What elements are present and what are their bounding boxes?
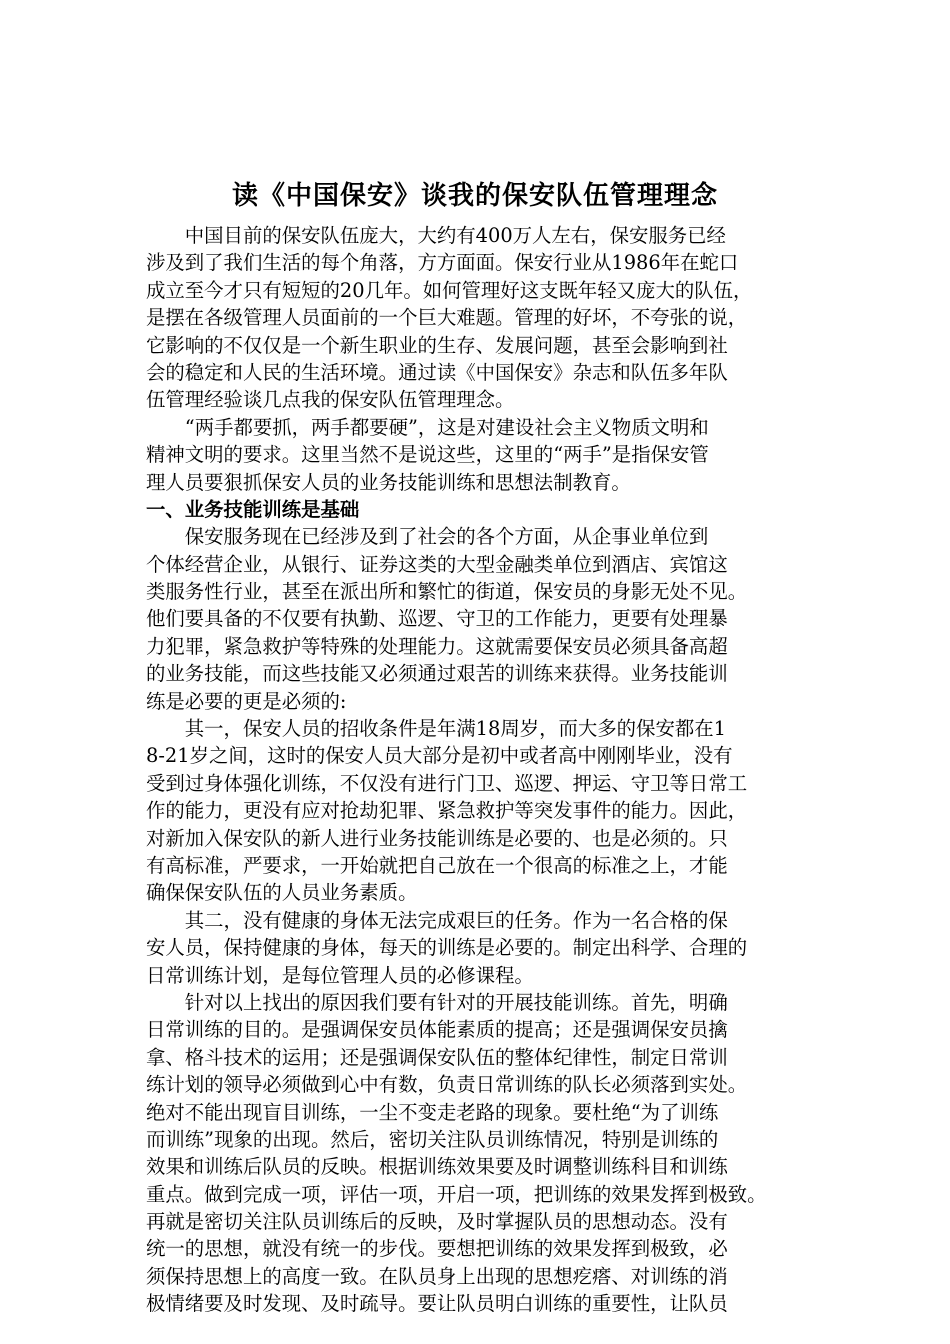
text-line: “两手都要抓，两手都要硬”，这是对建设社会主义物质文明和 [146, 415, 709, 439]
text-line: 中国目前的保安队伍庞大，大约有400万人左右，保安服务已经 [146, 224, 726, 247]
text-line: 效果和训练后队员的反映。根据训练效果要及时调整训练科目和训练 [146, 1155, 728, 1179]
text-line: 力犯罪，紧急救护等特殊的处理能力。这就需要保安员必须具备高超 [146, 634, 728, 658]
text-line: 其二，没有健康的身体无法完成艰巨的任务。作为一名合格的保 [146, 908, 728, 932]
text-line: 日常训练的目的。是强调保安员体能素质的提高；还是强调保安员擒 [146, 1018, 728, 1042]
text-line: 涉及到了我们生活的每个角落，方方面面。保安行业从1986年在蛇口 [146, 251, 739, 275]
text-line: 作的能力，更没有应对抢劫犯罪、紧急救护等突发事件的能力。因此， [146, 799, 748, 823]
text-line: 他们要具备的不仅要有执勤、巡逻、守卫的工作能力，更要有处理暴 [146, 607, 728, 631]
text-line: 8-21岁之间，这时的保安人员大部分是初中或者高中刚刚毕业，没有 [146, 744, 733, 768]
text-line: 拿、格斗技术的运用；还是强调保安队伍的整体纪律性，制定日常训 [146, 1045, 728, 1069]
text-line: 统一的思想，就没有统一的步伐。要想把训练的效果发挥到极致，必 [146, 1237, 728, 1261]
text-line: 确保保安队伍的人员业务素质。 [146, 881, 418, 905]
text-line: 受到过身体强化训练，不仅没有进行门卫、巡逻、押运、守卫等日常工 [146, 771, 748, 795]
text-line: 有高标准，严要求，一开始就把自己放在一个很高的标准之上，才能 [146, 853, 728, 877]
text-line: 会的稳定和人民的生活环境。通过读《中国保安》杂志和队伍多年队 [146, 360, 728, 384]
text-line: 安人员，保持健康的身体，每天的训练是必要的。制定出科学、合理的 [146, 936, 748, 960]
text-line: 练是必要的更是必须的: [146, 689, 347, 713]
text-line: 保安服务现在已经涉及到了社会的各个方面，从企事业单位到 [146, 525, 709, 549]
text-line: 伍管理经验谈几点我的保安队伍管理理念。 [146, 388, 515, 412]
text-line: 类服务性行业，甚至在派出所和繁忙的街道，保安员的身影无处不见。 [146, 580, 748, 604]
text-line: 的业务技能，而这些技能又必须通过艰苦的训练来获得。业务技能训 [146, 662, 728, 686]
text-line: 极情绪要及时发现、及时疏导。要让队员明白训练的重要性，让队员 [146, 1292, 728, 1316]
text-line: 它影响的不仅仅是一个新生职业的生存、发展问题，甚至会影响到社 [146, 333, 728, 357]
text-line: 是摆在各级管理人员面前的一个巨大难题。管理的好坏，不夸张的说， [146, 306, 748, 330]
text-line: 重点。做到完成一项，评估一项，开启一项，把训练的效果发挥到极致。 [146, 1182, 767, 1206]
text-line: 其一，保安人员的招收条件是年满18周岁，而大多的保安都在1 [146, 717, 726, 741]
document-body [146, 222, 806, 1318]
text-line: 再就是密切关注队员训练后的反映，及时掌握队员的思想动态。没有 [146, 1210, 728, 1234]
text-line: 而训练”现象的出现。然后，密切关注队员训练情况，特别是训练的 [146, 1127, 719, 1151]
text-line: 日常训练计划，是每位管理人员的必修课程。 [146, 963, 534, 987]
text-line: 理人员要狠抓保安人员的业务技能训练和思想法制教育。 [146, 470, 631, 494]
section-heading: 一、业务技能训练是基础 [146, 497, 360, 521]
text-line: 成立至今才只有短短的20几年。如何管理好这支既年轻又庞大的队伍， [146, 278, 753, 302]
text-line: 对新加入保安队的新人进行业务技能训练是必要的、也是必须的。只 [146, 826, 728, 850]
text-line: 须保持思想上的高度一致。在队员身上出现的思想疙瘩、对训练的消 [146, 1264, 728, 1288]
text-line: 个体经营企业，从银行、证券这类的大型金融类单位到酒店、宾馆这 [146, 552, 728, 576]
text-line: 针对以上找出的原因我们要有针对的开展技能训练。首先，明确 [146, 990, 728, 1014]
text-line: 绝对不能出现盲目训练，一尘不变走老路的现象。要杜绝“为了训练 [146, 1100, 719, 1124]
document-title: 读《中国保安》谈我的保安队伍管理理念 [231, 181, 718, 211]
text-line: 练计划的领导必须做到心中有数，负责日常训练的队长必须落到实处。 [146, 1073, 748, 1097]
text-line: 精神文明的要求。这里当然不是说这些，这里的“两手”是指保安管 [146, 443, 709, 467]
